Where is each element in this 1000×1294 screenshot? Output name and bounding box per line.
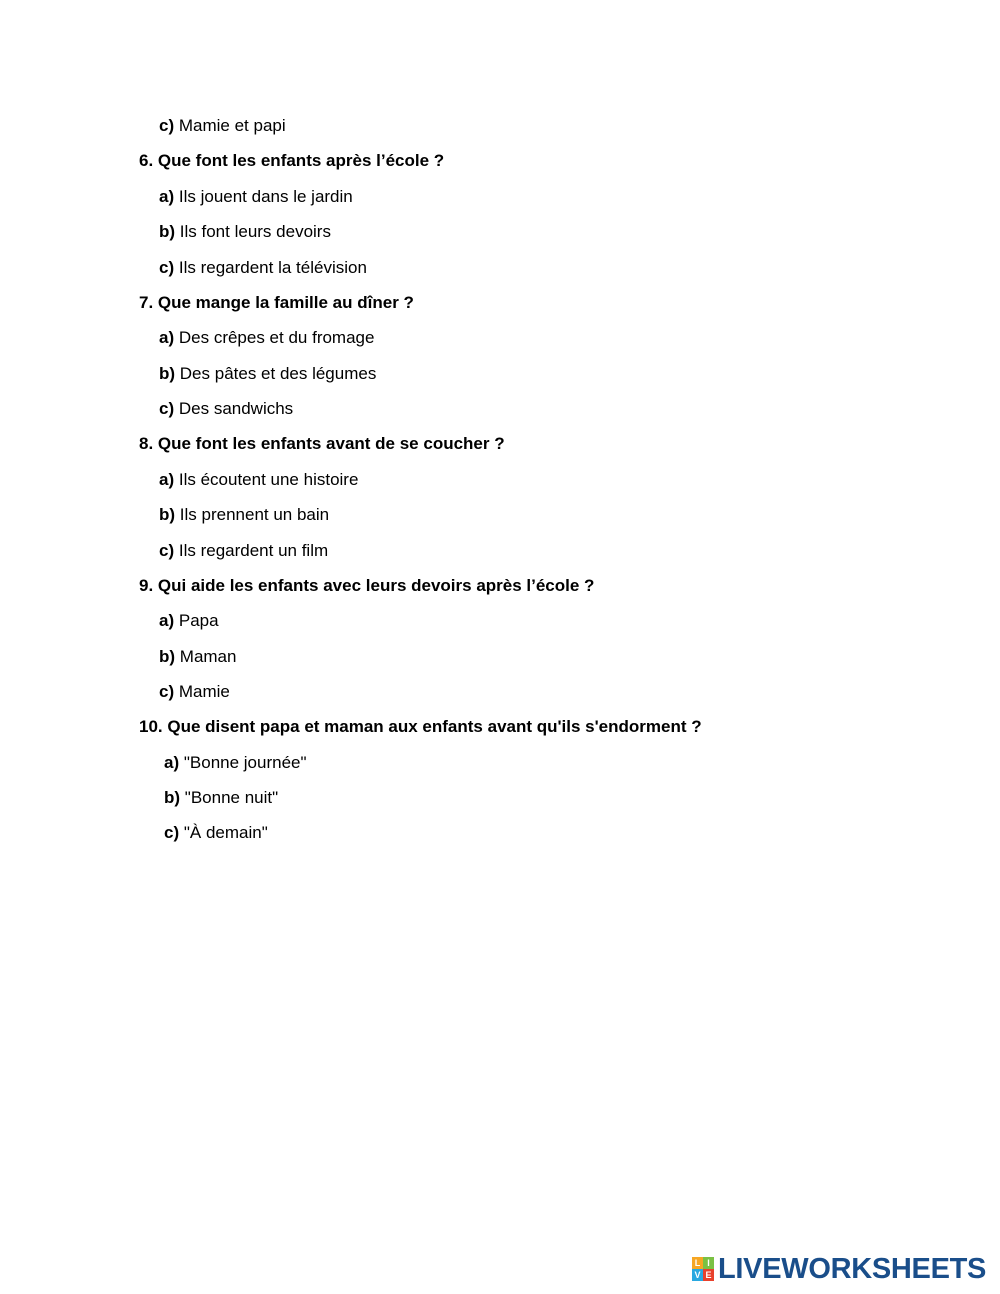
option-letter: a) (164, 753, 180, 772)
option-7c (159, 399, 293, 419)
option-letter: c) (159, 541, 175, 560)
option-letter: a) (159, 187, 175, 206)
option-6a (159, 187, 353, 207)
option-text: Ils jouent dans le jardin (178, 187, 353, 206)
option-text: Des crêpes et du fromage (178, 328, 375, 347)
question-9: 9. Qui aide les enfants avec leurs devoirs après l’école ? (139, 576, 595, 595)
logo-cell: L (692, 1257, 703, 1269)
option-text: Ils écoutent une histoire (178, 470, 359, 489)
option-9a (159, 611, 219, 631)
option-7a (159, 328, 374, 348)
liveworksheets-logo-icon (692, 1257, 714, 1281)
option-letter: c) (159, 116, 175, 135)
option-9b (159, 647, 236, 667)
option-7b (159, 364, 376, 384)
question-8: 8. Que font les enfants avant de se coucher ? (139, 434, 505, 453)
question-6: 6. Que font les enfants après l’école ? (139, 151, 445, 170)
option-letter: c) (164, 823, 180, 842)
option-10a (164, 753, 307, 773)
option-text: "Bonne journée" (183, 753, 307, 772)
question-7: 7. Que mange la famille au dîner ? (139, 293, 414, 312)
option-letter: c) (159, 258, 175, 277)
option-letter: b) (164, 788, 181, 807)
option-text: Ils regardent la télévision (178, 258, 367, 277)
liveworksheets-brand (692, 1252, 986, 1286)
option-6b (159, 222, 331, 242)
option-text: Mamie et papi (178, 116, 286, 135)
option-text: Ils font leurs devoirs (179, 222, 331, 241)
option-text: "À demain" (183, 823, 268, 842)
option-letter: a) (159, 611, 175, 630)
option-letter: b) (159, 647, 176, 666)
logo-cell: V (692, 1269, 703, 1281)
option-letter: c) (159, 682, 175, 701)
option-letter: b) (159, 364, 176, 383)
brand-text: LIVEWORKSHEETS (718, 1252, 987, 1285)
question-10: 10. Que disent papa et maman aux enfants avant qu'ils s'endorment ? (139, 717, 702, 736)
option-9c (159, 682, 230, 702)
option-10b (164, 788, 278, 808)
option-text: Des pâtes et des légumes (179, 364, 377, 383)
option-8c (159, 541, 328, 561)
logo-cell: E (703, 1269, 714, 1281)
option-text: Papa (178, 611, 219, 630)
option-text: Maman (179, 647, 237, 666)
option-8b (159, 505, 329, 525)
option-10c (164, 823, 268, 843)
option-5c (159, 116, 286, 136)
option-text: Ils prennent un bain (179, 505, 330, 524)
option-text: Des sandwichs (178, 399, 294, 418)
option-6c (159, 258, 367, 278)
option-letter: b) (159, 505, 176, 524)
option-letter: c) (159, 399, 175, 418)
option-text: Mamie (178, 682, 230, 701)
option-letter: a) (159, 328, 175, 347)
option-text: "Bonne nuit" (184, 788, 279, 807)
option-letter: b) (159, 222, 176, 241)
option-8a (159, 470, 358, 490)
logo-cell: I (703, 1257, 714, 1269)
option-letter: a) (159, 470, 175, 489)
option-text: Ils regardent un film (178, 541, 329, 560)
